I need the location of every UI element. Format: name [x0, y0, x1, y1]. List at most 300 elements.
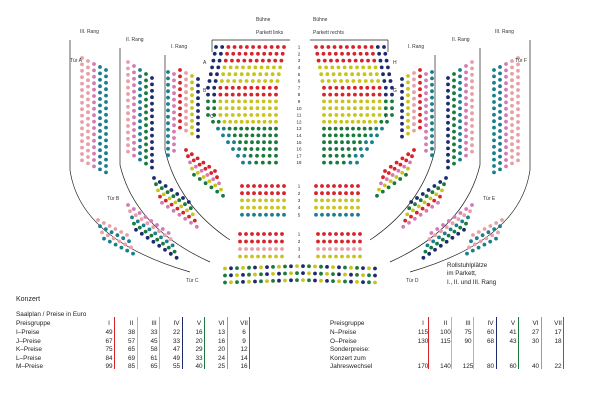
- seat[interactable]: [357, 127, 361, 131]
- seat[interactable]: [322, 161, 326, 165]
- seat[interactable]: [144, 123, 148, 127]
- seat[interactable]: [430, 128, 434, 132]
- seat[interactable]: [250, 247, 254, 251]
- seat[interactable]: [452, 136, 456, 140]
- seat[interactable]: [468, 209, 472, 213]
- seat[interactable]: [334, 134, 338, 138]
- seat[interactable]: [231, 106, 235, 110]
- seat[interactable]: [447, 234, 451, 238]
- seat[interactable]: [446, 108, 450, 112]
- seat[interactable]: [320, 191, 324, 195]
- seat[interactable]: [424, 72, 428, 76]
- seat[interactable]: [274, 140, 278, 144]
- seat[interactable]: [92, 145, 96, 149]
- seat[interactable]: [492, 107, 496, 111]
- seat[interactable]: [132, 141, 136, 145]
- seat[interactable]: [367, 280, 371, 284]
- seat[interactable]: [334, 140, 338, 144]
- seat[interactable]: [150, 121, 154, 125]
- seat[interactable]: [406, 119, 410, 123]
- seat[interactable]: [206, 173, 210, 177]
- seat[interactable]: [172, 72, 176, 76]
- seat[interactable]: [241, 161, 245, 165]
- seat[interactable]: [331, 279, 335, 283]
- seat[interactable]: [158, 195, 162, 199]
- seat[interactable]: [322, 232, 326, 236]
- seat[interactable]: [218, 86, 222, 90]
- seat[interactable]: [126, 67, 130, 71]
- seat[interactable]: [172, 104, 176, 108]
- seat[interactable]: [241, 273, 245, 277]
- seat[interactable]: [263, 127, 267, 131]
- seat[interactable]: [430, 77, 434, 81]
- seat[interactable]: [132, 64, 136, 68]
- seat[interactable]: [256, 52, 260, 56]
- seat[interactable]: [320, 199, 324, 203]
- seat[interactable]: [276, 184, 280, 188]
- seat[interactable]: [446, 89, 450, 93]
- seat[interactable]: [237, 106, 241, 110]
- seat[interactable]: [241, 66, 245, 70]
- seat[interactable]: [504, 113, 508, 117]
- seat[interactable]: [469, 239, 473, 243]
- seat[interactable]: [151, 225, 155, 229]
- seat[interactable]: [184, 110, 188, 114]
- seat[interactable]: [393, 181, 397, 185]
- seat[interactable]: [138, 75, 142, 79]
- seat[interactable]: [355, 280, 359, 284]
- seat[interactable]: [393, 167, 397, 171]
- seat[interactable]: [172, 209, 176, 213]
- seat[interactable]: [358, 232, 362, 236]
- seat[interactable]: [359, 86, 363, 90]
- seat[interactable]: [361, 280, 365, 284]
- seat[interactable]: [144, 85, 148, 89]
- seat[interactable]: [166, 190, 170, 194]
- seat[interactable]: [246, 206, 250, 210]
- seat[interactable]: [322, 247, 326, 251]
- seat[interactable]: [271, 272, 275, 276]
- seat[interactable]: [128, 209, 132, 213]
- seat[interactable]: [458, 100, 462, 104]
- seat[interactable]: [280, 240, 284, 244]
- seat[interactable]: [138, 100, 142, 104]
- seat[interactable]: [80, 126, 84, 130]
- seat[interactable]: [217, 182, 221, 186]
- seat[interactable]: [213, 184, 217, 188]
- seat[interactable]: [131, 252, 135, 256]
- seat[interactable]: [343, 66, 347, 70]
- seat[interactable]: [108, 240, 112, 244]
- seat[interactable]: [328, 140, 332, 144]
- seat[interactable]: [226, 140, 230, 144]
- seat[interactable]: [313, 265, 317, 269]
- seat[interactable]: [381, 190, 385, 194]
- seat[interactable]: [249, 59, 253, 63]
- seat[interactable]: [277, 265, 281, 269]
- seat[interactable]: [427, 188, 431, 192]
- seat[interactable]: [432, 199, 436, 203]
- seat[interactable]: [433, 248, 437, 252]
- seat[interactable]: [98, 129, 102, 133]
- seat[interactable]: [404, 173, 408, 177]
- seat[interactable]: [464, 122, 468, 126]
- seat[interactable]: [160, 186, 164, 190]
- seat[interactable]: [176, 207, 180, 211]
- seat[interactable]: [378, 100, 382, 104]
- seat[interactable]: [436, 201, 440, 205]
- seat[interactable]: [345, 127, 349, 131]
- seat[interactable]: [340, 52, 344, 56]
- seat[interactable]: [470, 124, 474, 128]
- seat[interactable]: [449, 228, 453, 232]
- seat[interactable]: [98, 84, 102, 88]
- seat[interactable]: [464, 147, 468, 151]
- seat[interactable]: [98, 168, 102, 172]
- seat[interactable]: [253, 273, 257, 277]
- seat[interactable]: [375, 134, 379, 138]
- seat[interactable]: [246, 72, 250, 76]
- seat[interactable]: [386, 66, 390, 70]
- seat[interactable]: [419, 198, 423, 202]
- seat[interactable]: [155, 223, 159, 227]
- seat[interactable]: [452, 155, 456, 159]
- seat[interactable]: [314, 206, 318, 210]
- seat[interactable]: [268, 247, 272, 251]
- seat[interactable]: [144, 72, 148, 76]
- seat[interactable]: [262, 134, 266, 138]
- seat[interactable]: [243, 93, 247, 97]
- seat[interactable]: [347, 100, 351, 104]
- seat[interactable]: [104, 145, 108, 149]
- seat[interactable]: [374, 127, 378, 131]
- seat[interactable]: [104, 75, 108, 79]
- seat[interactable]: [335, 154, 339, 158]
- seat[interactable]: [276, 199, 280, 203]
- seat[interactable]: [380, 66, 384, 70]
- seat[interactable]: [234, 120, 238, 124]
- seat[interactable]: [196, 135, 200, 139]
- seat[interactable]: [144, 143, 148, 147]
- seat[interactable]: [150, 127, 154, 131]
- seat[interactable]: [170, 188, 174, 192]
- seat[interactable]: [510, 136, 514, 140]
- seat[interactable]: [372, 86, 376, 90]
- seat[interactable]: [184, 90, 188, 94]
- seat[interactable]: [464, 154, 468, 158]
- seat[interactable]: [326, 45, 330, 49]
- seat[interactable]: [319, 279, 323, 283]
- seat[interactable]: [247, 280, 251, 284]
- seat[interactable]: [328, 247, 332, 251]
- seat[interactable]: [370, 45, 374, 49]
- seat[interactable]: [144, 149, 148, 153]
- seat[interactable]: [264, 206, 268, 210]
- seat[interactable]: [406, 81, 410, 85]
- seat[interactable]: [271, 265, 275, 269]
- seat[interactable]: [233, 134, 237, 138]
- seat[interactable]: [86, 98, 90, 102]
- seat[interactable]: [470, 99, 474, 103]
- seat[interactable]: [470, 203, 474, 207]
- seat[interactable]: [424, 104, 428, 108]
- seat[interactable]: [378, 93, 382, 97]
- seat[interactable]: [332, 213, 336, 217]
- seat[interactable]: [213, 169, 217, 173]
- seat[interactable]: [428, 237, 432, 241]
- seat[interactable]: [345, 120, 349, 124]
- seat[interactable]: [418, 87, 422, 91]
- seat[interactable]: [403, 219, 407, 223]
- seat[interactable]: [116, 233, 120, 237]
- seat[interactable]: [249, 86, 253, 90]
- seat[interactable]: [464, 77, 468, 81]
- seat[interactable]: [283, 272, 287, 276]
- seat[interactable]: [246, 191, 250, 195]
- seat[interactable]: [104, 164, 108, 168]
- seat[interactable]: [407, 206, 411, 210]
- seat[interactable]: [192, 173, 196, 177]
- seat[interactable]: [406, 100, 410, 104]
- seat[interactable]: [172, 79, 176, 83]
- seat[interactable]: [498, 136, 502, 140]
- seat[interactable]: [262, 232, 266, 236]
- seat[interactable]: [231, 147, 235, 151]
- seat[interactable]: [251, 45, 255, 49]
- seat[interactable]: [150, 234, 154, 238]
- seat[interactable]: [150, 95, 154, 99]
- seat[interactable]: [166, 70, 170, 74]
- seat[interactable]: [130, 216, 134, 220]
- seat[interactable]: [452, 98, 456, 102]
- seat[interactable]: [470, 92, 474, 96]
- seat[interactable]: [172, 117, 176, 121]
- seat[interactable]: [184, 78, 188, 82]
- seat[interactable]: [238, 52, 242, 56]
- seat[interactable]: [250, 52, 254, 56]
- seat[interactable]: [256, 93, 260, 97]
- seat[interactable]: [417, 205, 421, 209]
- seat[interactable]: [172, 136, 176, 140]
- seat[interactable]: [295, 264, 299, 268]
- seat[interactable]: [281, 52, 285, 56]
- seat[interactable]: [98, 104, 102, 108]
- seat[interactable]: [196, 171, 200, 175]
- seat[interactable]: [247, 266, 251, 270]
- seat[interactable]: [80, 133, 84, 137]
- seat[interactable]: [262, 140, 266, 144]
- seat[interactable]: [92, 126, 96, 130]
- seat[interactable]: [178, 126, 182, 130]
- seat[interactable]: [132, 154, 136, 158]
- seat[interactable]: [470, 60, 474, 64]
- seat[interactable]: [354, 59, 358, 63]
- seat[interactable]: [438, 195, 442, 199]
- seat[interactable]: [104, 119, 108, 123]
- seat[interactable]: [249, 93, 253, 97]
- seat[interactable]: [328, 120, 332, 124]
- seat[interactable]: [352, 52, 356, 56]
- seat[interactable]: [337, 66, 341, 70]
- seat[interactable]: [344, 184, 348, 188]
- seat[interactable]: [400, 96, 404, 100]
- seat[interactable]: [352, 255, 356, 259]
- seat[interactable]: [166, 102, 170, 106]
- seat[interactable]: [126, 137, 130, 141]
- seat[interactable]: [464, 128, 468, 132]
- seat[interactable]: [424, 91, 428, 95]
- seat[interactable]: [473, 243, 477, 247]
- seat[interactable]: [126, 92, 130, 96]
- seat[interactable]: [328, 113, 332, 117]
- seat[interactable]: [458, 126, 462, 130]
- seat[interactable]: [382, 79, 386, 83]
- seat[interactable]: [430, 134, 434, 138]
- seat[interactable]: [190, 93, 194, 97]
- seat[interactable]: [256, 106, 260, 110]
- seat[interactable]: [363, 72, 367, 76]
- seat[interactable]: [282, 206, 286, 210]
- seat[interactable]: [332, 191, 336, 195]
- seat[interactable]: [256, 147, 260, 151]
- seat[interactable]: [318, 66, 322, 70]
- seat[interactable]: [439, 229, 443, 233]
- seat[interactable]: [406, 132, 410, 136]
- seat[interactable]: [424, 85, 428, 89]
- seat[interactable]: [412, 122, 416, 126]
- seat[interactable]: [360, 59, 364, 63]
- seat[interactable]: [498, 72, 502, 76]
- seat[interactable]: [184, 148, 188, 152]
- seat[interactable]: [328, 255, 332, 259]
- seat[interactable]: [358, 247, 362, 251]
- seat[interactable]: [498, 148, 502, 152]
- seat[interactable]: [184, 116, 188, 120]
- seat[interactable]: [328, 232, 332, 236]
- seat[interactable]: [223, 274, 227, 278]
- seat[interactable]: [178, 213, 182, 217]
- seat[interactable]: [178, 75, 182, 79]
- seat[interactable]: [334, 86, 338, 90]
- seat[interactable]: [334, 247, 338, 251]
- seat[interactable]: [343, 266, 347, 270]
- seat[interactable]: [104, 151, 108, 155]
- seat[interactable]: [104, 87, 108, 91]
- seat[interactable]: [341, 86, 345, 90]
- seat[interactable]: [452, 162, 456, 166]
- seat[interactable]: [320, 45, 324, 49]
- seat[interactable]: [228, 127, 232, 131]
- seat[interactable]: [98, 148, 102, 152]
- seat[interactable]: [283, 279, 287, 283]
- seat[interactable]: [166, 205, 170, 209]
- seat[interactable]: [328, 134, 332, 138]
- seat[interactable]: [322, 93, 326, 97]
- seat[interactable]: [510, 123, 514, 127]
- seat[interactable]: [340, 255, 344, 259]
- seat[interactable]: [498, 91, 502, 95]
- seat[interactable]: [384, 106, 388, 110]
- seat[interactable]: [233, 45, 237, 49]
- seat[interactable]: [92, 152, 96, 156]
- seat[interactable]: [365, 52, 369, 56]
- seat[interactable]: [246, 184, 250, 188]
- seat[interactable]: [516, 107, 520, 111]
- seat[interactable]: [446, 127, 450, 131]
- seat[interactable]: [423, 201, 427, 205]
- seat[interactable]: [371, 52, 375, 56]
- seat[interactable]: [252, 184, 256, 188]
- seat[interactable]: [347, 147, 351, 151]
- seat[interactable]: [92, 107, 96, 111]
- seat[interactable]: [383, 169, 387, 173]
- seat[interactable]: [341, 147, 345, 151]
- seat[interactable]: [489, 224, 493, 228]
- seat[interactable]: [406, 74, 410, 78]
- seat[interactable]: [164, 199, 168, 203]
- seat[interactable]: [132, 77, 136, 81]
- seat[interactable]: [125, 249, 129, 253]
- seat[interactable]: [498, 129, 502, 133]
- seat[interactable]: [458, 81, 462, 85]
- seat[interactable]: [395, 175, 399, 179]
- seat[interactable]: [166, 77, 170, 81]
- seat[interactable]: [498, 224, 502, 228]
- seat[interactable]: [92, 94, 96, 98]
- seat[interactable]: [334, 106, 338, 110]
- seat[interactable]: [418, 119, 422, 123]
- seat[interactable]: [365, 93, 369, 97]
- seat[interactable]: [138, 113, 142, 117]
- seat[interactable]: [235, 273, 239, 277]
- seat[interactable]: [169, 237, 173, 241]
- seat[interactable]: [358, 255, 362, 259]
- seat[interactable]: [459, 211, 463, 215]
- seat[interactable]: [373, 281, 377, 285]
- seat[interactable]: [239, 45, 243, 49]
- seat[interactable]: [452, 72, 456, 76]
- seat[interactable]: [80, 95, 84, 99]
- seat[interactable]: [104, 158, 108, 162]
- seat[interactable]: [516, 114, 520, 118]
- seat[interactable]: [186, 154, 190, 158]
- seat[interactable]: [452, 104, 456, 108]
- seat[interactable]: [452, 130, 456, 134]
- seat[interactable]: [150, 83, 154, 87]
- seat[interactable]: [193, 219, 197, 223]
- seat[interactable]: [349, 66, 353, 70]
- seat[interactable]: [322, 106, 326, 110]
- seat[interactable]: [359, 106, 363, 110]
- seat[interactable]: [184, 122, 188, 126]
- seat[interactable]: [326, 191, 330, 195]
- seat[interactable]: [458, 94, 462, 98]
- seat[interactable]: [322, 120, 326, 124]
- seat[interactable]: [129, 246, 133, 250]
- seat[interactable]: [346, 255, 350, 259]
- seat[interactable]: [110, 230, 114, 234]
- seat[interactable]: [464, 96, 468, 100]
- seat[interactable]: [276, 191, 280, 195]
- seat[interactable]: [196, 109, 200, 113]
- seat[interactable]: [446, 147, 450, 151]
- seat[interactable]: [430, 109, 434, 113]
- seat[interactable]: [246, 213, 250, 217]
- seat[interactable]: [411, 209, 415, 213]
- seat[interactable]: [225, 113, 229, 117]
- seat[interactable]: [363, 134, 367, 138]
- seat[interactable]: [140, 232, 144, 236]
